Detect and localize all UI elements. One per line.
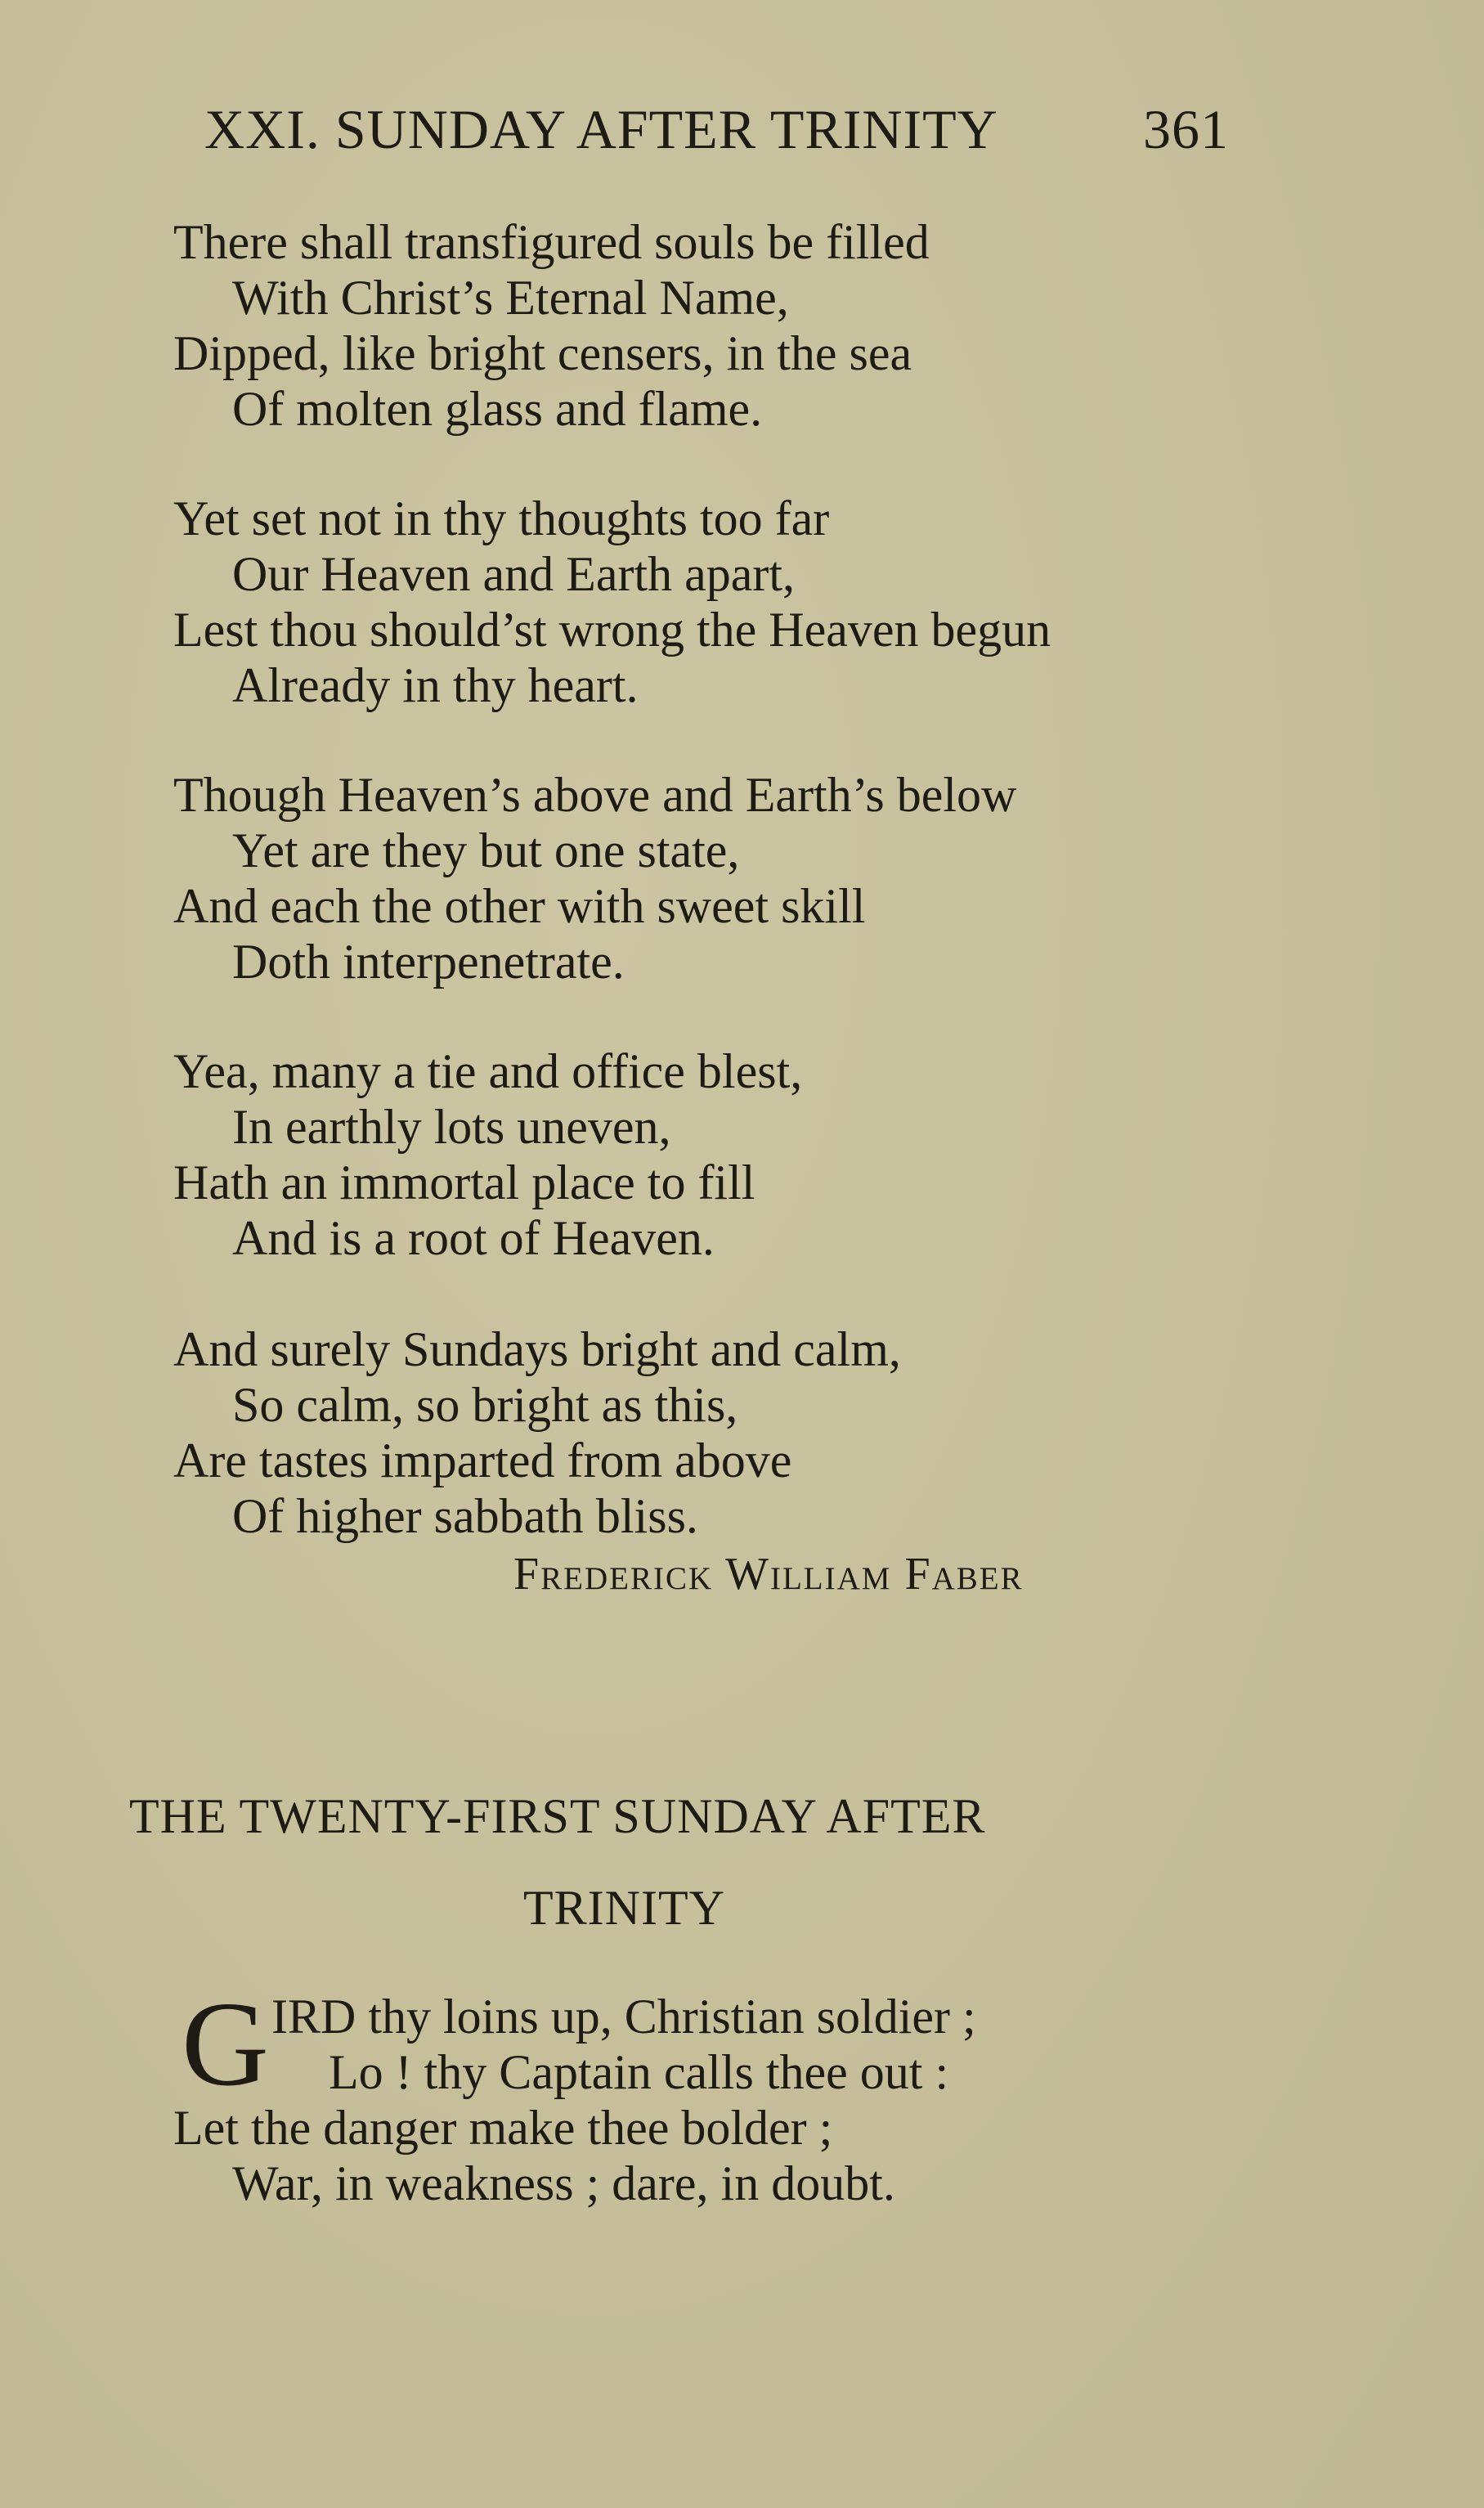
stanza-1 (173, 214, 1318, 437)
poem-line: With Christ’s Eternal Name, (232, 271, 789, 325)
running-head-title: XXI. SUNDAY AFTER TRINITY (204, 98, 998, 160)
running-head (204, 96, 1235, 162)
poem-line: Lo ! thy Captain calls thee out : (329, 2045, 949, 2099)
poem-author: Frederick William Faber (513, 1549, 1024, 1599)
poem-line: And is a root of Heaven. (232, 1211, 715, 1265)
poem-line: Are tastes imparted from above (173, 1433, 792, 1487)
poem-line: Dipped, like bright censers, in the sea (173, 326, 912, 380)
poem-line: Of molten glass and flame. (232, 382, 763, 436)
drop-cap: G (182, 1977, 269, 2111)
section-subtitle: TRINITY (523, 1881, 725, 1935)
poem-line: Though Heaven’s above and Earth’s below (173, 768, 1017, 822)
poem-line: Of higher sabbath bliss. (232, 1489, 698, 1543)
page-number: 361 (1143, 98, 1229, 160)
poem-line: Our Heaven and Earth apart, (232, 547, 796, 601)
poem-line: In earthly lots uneven, (232, 1100, 671, 1154)
section-title: THE TWENTY-FIRST SUNDAY AFTER (129, 1789, 986, 1843)
poem-line: So calm, so bright as this, (232, 1378, 738, 1432)
poem-line: Yea, many a tie and office blest, (173, 1044, 803, 1098)
poem-line: And surely Sundays bright and calm, (173, 1322, 901, 1376)
poem-line: And each the other with sweet skill (173, 879, 866, 933)
stanza-4 (173, 1043, 1318, 1266)
hymn-stanza (173, 1977, 1318, 2211)
poem-line: IRD thy loins up, Christian soldier ; (271, 1990, 976, 2044)
poem-line: War, in weakness ; dare, in doubt. (232, 2156, 895, 2210)
poem-line: Yet set not in thy thoughts too far (173, 491, 830, 545)
poem-line: Let the danger make thee bolder ; (173, 2101, 833, 2155)
poem-line: Doth interpenetrate. (232, 935, 625, 989)
poem-line: There shall transfigured souls be filled (173, 215, 930, 269)
poem-line: Lest thou should’st wrong the Heaven begun (173, 603, 1051, 657)
stanza-2 (173, 491, 1318, 713)
poem-line: Yet are they but one state, (232, 823, 740, 877)
poem-line: Already in thy heart. (232, 658, 639, 712)
stanza-5 (173, 1321, 1318, 1544)
poem-line: Hath an immortal place to fill (173, 1155, 755, 1209)
stanza-3 (173, 767, 1318, 989)
